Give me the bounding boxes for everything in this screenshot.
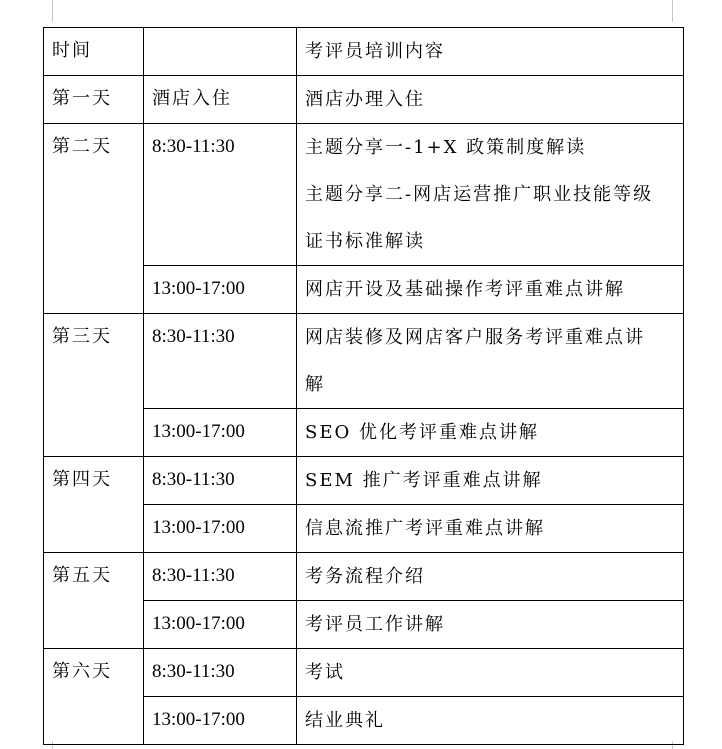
time-cell xyxy=(144,601,297,649)
day-cell xyxy=(44,314,144,457)
content-cell xyxy=(297,409,684,457)
time-cell xyxy=(144,505,297,553)
day-cell xyxy=(44,76,144,124)
day-label: 第五天 xyxy=(52,565,112,586)
day-cell xyxy=(44,553,144,649)
time-label: 8:30-11:30 xyxy=(152,326,235,347)
training-schedule-table xyxy=(43,27,684,745)
time-cell xyxy=(144,553,297,601)
content-cell xyxy=(297,457,684,505)
time-label: 8:30-11:30 xyxy=(152,661,235,682)
content-line: 主题分享一-1+X 政策制度解读 xyxy=(305,137,587,158)
content-line: 解 xyxy=(305,374,325,395)
day-label: 第六天 xyxy=(52,661,112,682)
content-line: 酒店办理入住 xyxy=(305,89,425,110)
time-label: 13:00-17:00 xyxy=(152,421,245,442)
table-row xyxy=(44,124,684,266)
content-line: 考评员工作讲解 xyxy=(305,614,445,635)
time-label: 13:00-17:00 xyxy=(152,517,245,538)
time-cell xyxy=(144,649,297,697)
time-cell xyxy=(144,266,297,314)
time-cell xyxy=(144,697,297,745)
header-content-cell: 考评员培训内容 xyxy=(297,28,684,76)
content-cell xyxy=(297,76,684,124)
content-cell xyxy=(297,697,684,745)
time-cell xyxy=(144,76,297,124)
time-cell xyxy=(144,457,297,505)
day-label: 第三天 xyxy=(52,326,112,347)
table-header-row xyxy=(44,28,684,76)
table-row xyxy=(44,457,684,505)
page-margin-mark-right xyxy=(672,0,673,22)
content-line: 信息流推广考评重难点讲解 xyxy=(305,518,545,539)
time-label: 13:00-17:00 xyxy=(152,709,245,730)
content-line: SEM 推广考评重难点讲解 xyxy=(305,470,543,491)
table-row xyxy=(44,314,684,409)
content-cell xyxy=(297,266,684,314)
content-cell xyxy=(297,505,684,553)
content-line: 考试 xyxy=(305,662,345,683)
content-cell xyxy=(297,601,684,649)
time-cell xyxy=(144,314,297,409)
content-cell xyxy=(297,124,684,266)
day-label: 第二天 xyxy=(52,136,112,157)
content-line: 网店装修及网店客户服务考评重难点讲 xyxy=(305,327,645,348)
content-cell xyxy=(297,553,684,601)
time-cell xyxy=(144,409,297,457)
time-label: 8:30-11:30 xyxy=(152,469,235,490)
time-label: 13:00-17:00 xyxy=(152,613,245,634)
content-cell xyxy=(297,649,684,697)
day-label: 第一天 xyxy=(52,88,112,109)
content-cell xyxy=(297,314,684,409)
table-row xyxy=(44,649,684,697)
day-cell xyxy=(44,124,144,314)
time-label: 8:30-11:30 xyxy=(152,565,235,586)
time-cell xyxy=(144,124,297,266)
content-line: 考务流程介绍 xyxy=(305,566,425,587)
table-row xyxy=(44,553,684,601)
content-line: SEO 优化考评重难点讲解 xyxy=(305,422,539,443)
content-line: 网店开设及基础操作考评重难点讲解 xyxy=(305,279,625,300)
day-cell xyxy=(44,457,144,553)
day-cell xyxy=(44,649,144,745)
time-label: 8:30-11:30 xyxy=(152,136,235,157)
page-margin-mark-left xyxy=(52,0,53,22)
header-time-cell: 时间 xyxy=(44,28,144,76)
content-line: 主题分享二-网店运营推广职业技能等级 xyxy=(305,184,654,205)
time-label: 13:00-17:00 xyxy=(152,278,245,299)
content-line: 结业典礼 xyxy=(305,710,385,731)
header-empty-cell xyxy=(144,28,297,76)
day-label: 第四天 xyxy=(52,469,112,490)
time-label: 酒店入住 xyxy=(152,88,232,109)
content-line: 证书标准解读 xyxy=(305,231,425,252)
table-row xyxy=(44,76,684,124)
